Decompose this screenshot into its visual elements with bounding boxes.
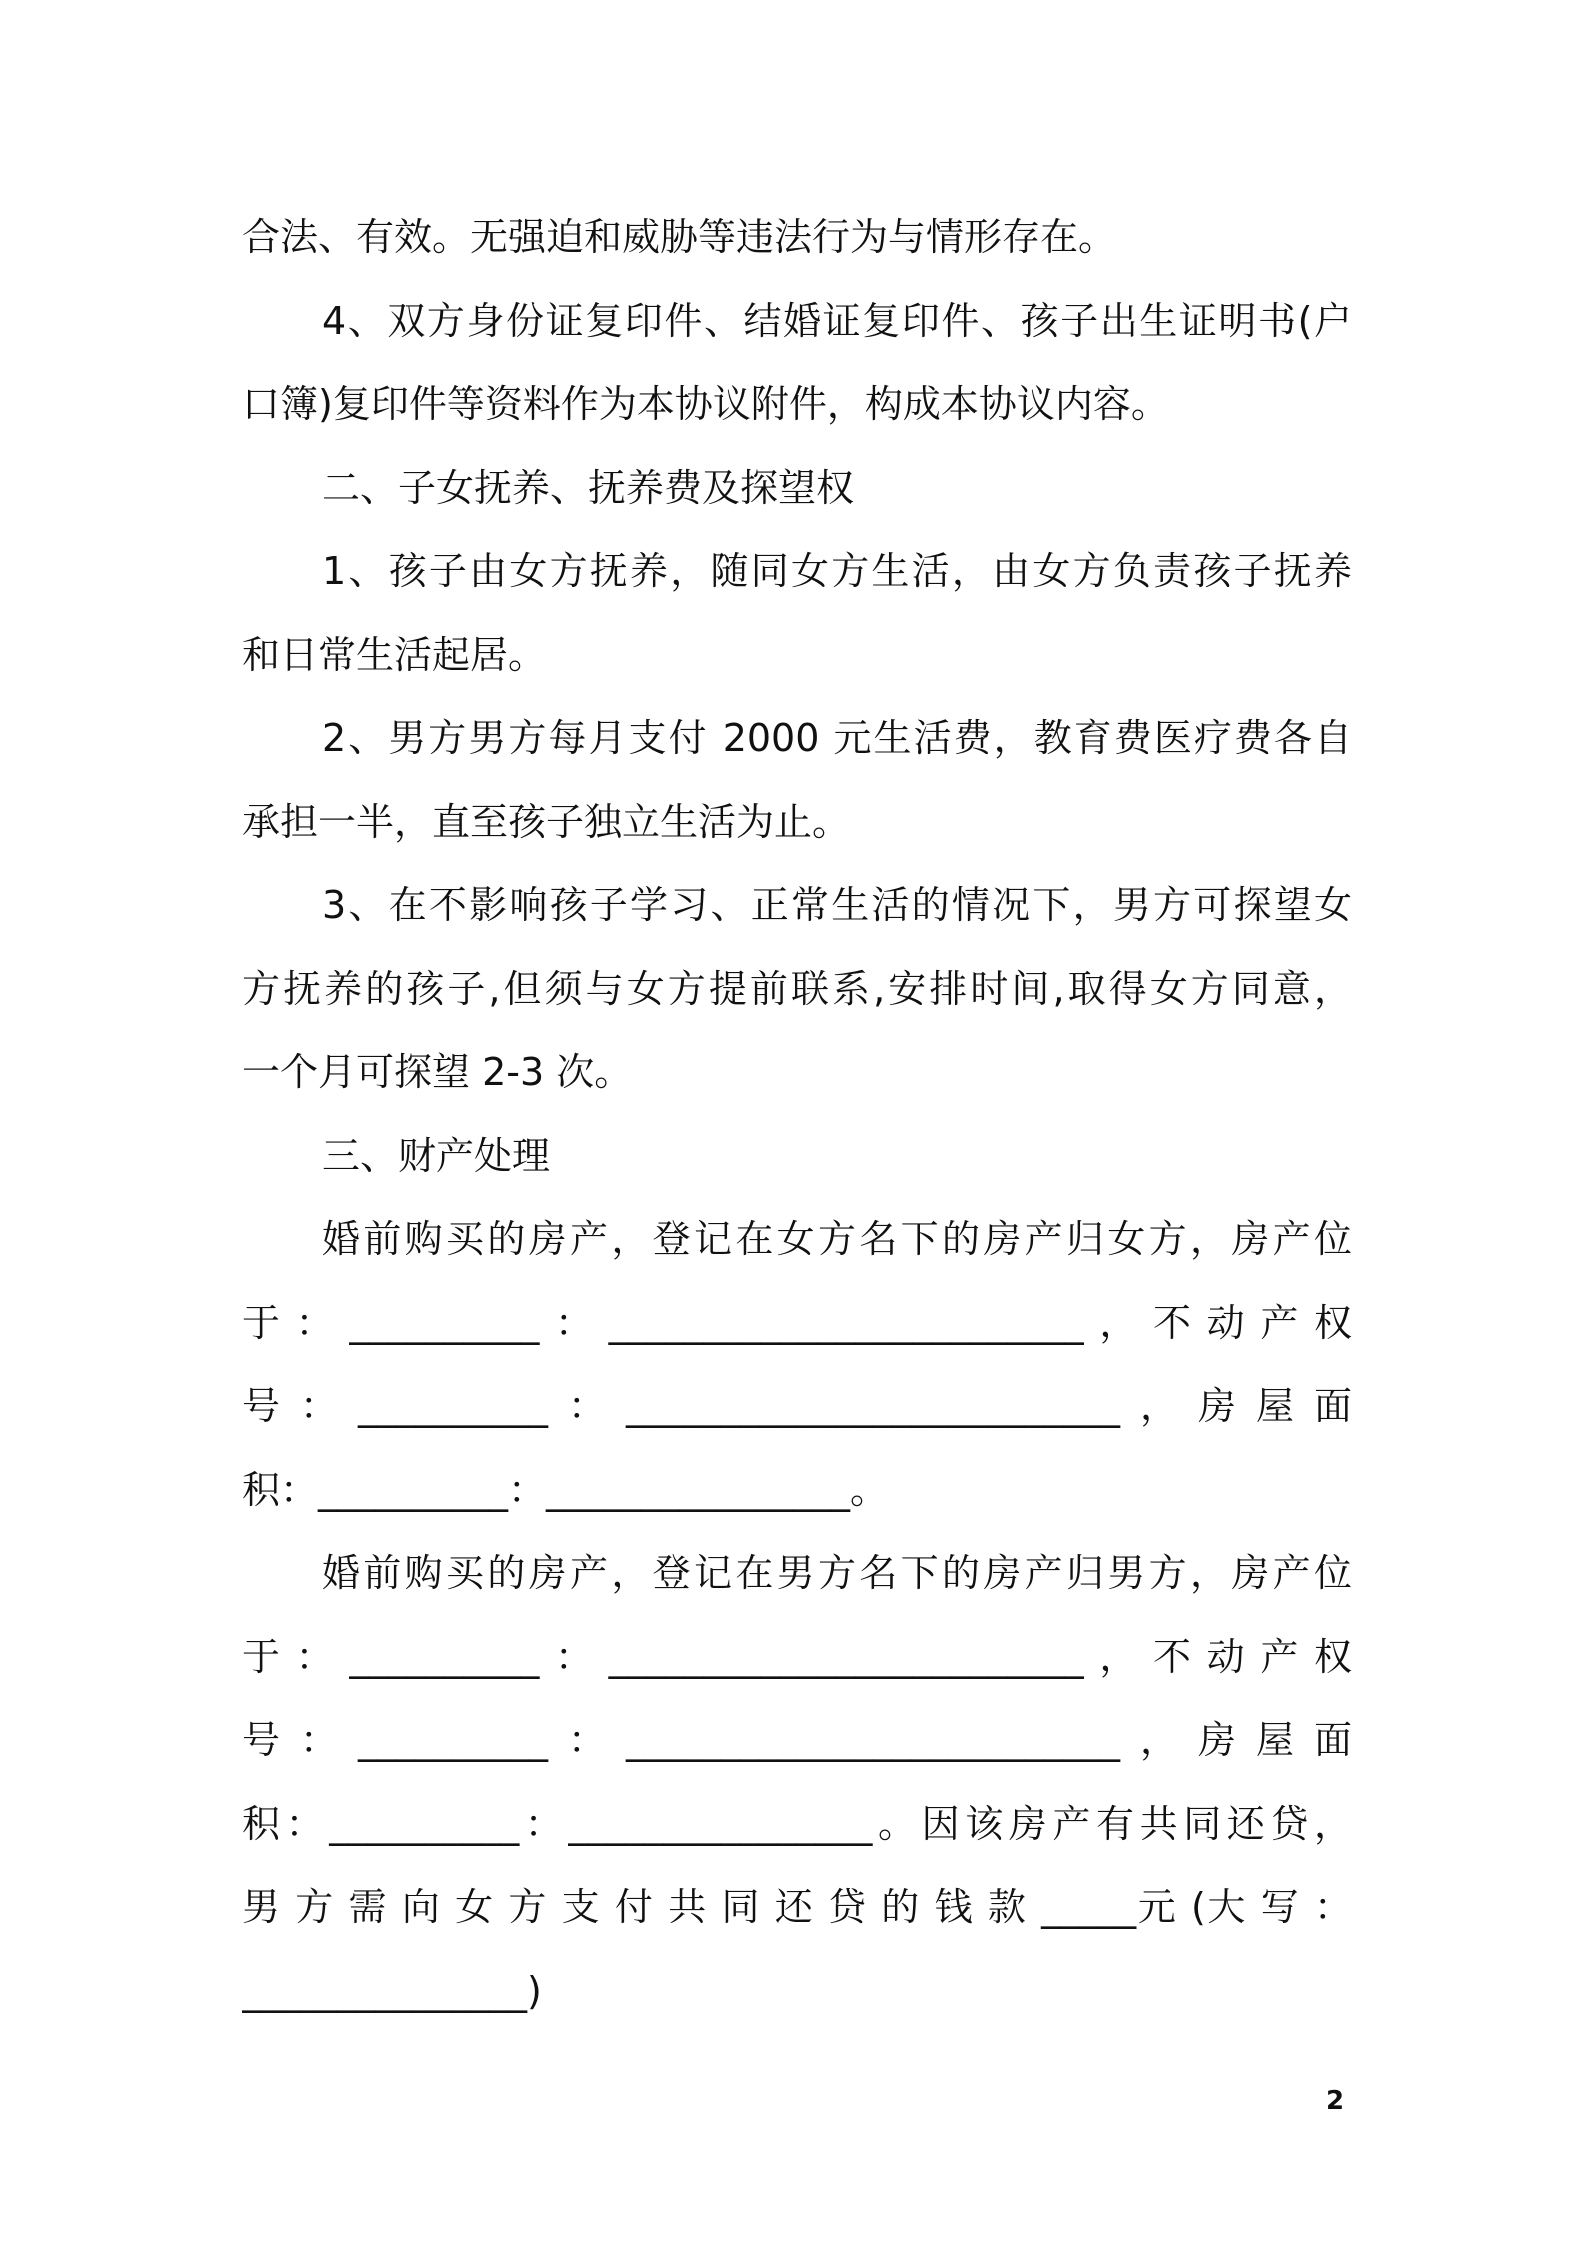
fill-in-line: 号：__________：__________________________，房屋面 (242, 1718, 1352, 1762)
text-line: 3、在不影响孩子学习、正常生活的情况下，男方可探望女 (322, 883, 1352, 927)
page-number: 2 (1326, 2086, 1345, 2116)
fill-in-line: 积：__________：________________。 (242, 1467, 889, 1512)
text-line: 4、双方身份证复印件、结婚证复印件、孩子出生证明书(户 (322, 298, 1352, 343)
document-body (242, 196, 1352, 2033)
text-line: 承担一半，直至孩子独立生活为止。 (242, 799, 851, 844)
text-line: 合法、有效。无强迫和威胁等违法行为与情形存在。 (242, 215, 1117, 259)
text-line: 婚前购买的房产，登记在女方名下的房产归女方，房产位 (322, 1217, 1352, 1261)
text-line: 和日常生活起居。 (242, 632, 547, 677)
text-line: 一个月可探望 2-3 次。 (242, 1050, 633, 1094)
section-heading: 三、财产处理 (322, 1133, 551, 1178)
section-heading: 二、子女抚养、抚养费及探望权 (322, 465, 855, 510)
fill-in-line: 男 方 需 向 女 方 支 付 共 同 还 贷 的 钱 款 _____元 (大 写 ： (242, 1885, 1352, 1929)
fill-in-line: 于：__________：_________________________，不动产权 (242, 1634, 1352, 1679)
text-line: 方抚养的孩子,但须与女方提前联系,安排时间,取得女方同意， (242, 966, 1352, 1011)
text-line: 婚前购买的房产，登记在男方名下的房产归男方，房产位 (322, 1551, 1352, 1595)
text-line: 口簿)复印件等资料作为本协议附件，构成本协议内容。 (242, 382, 1169, 426)
fill-in-line: 于：__________：_________________________，不动产权 (242, 1300, 1352, 1345)
fill-in-line: _______________) (242, 1968, 542, 2013)
fill-in-line: 号：__________：__________________________，房屋面 (242, 1384, 1352, 1428)
fill-in-line: 积：__________：________________。因该房产有共同还贷， (242, 1801, 1352, 1846)
text-line: 1、孩子由女方抚养，随同女方生活，由女方负责孩子抚养 (322, 549, 1352, 593)
text-line: 2、男方男方每月支付 2000 元生活费，教育费医疗费各自 (322, 716, 1352, 760)
